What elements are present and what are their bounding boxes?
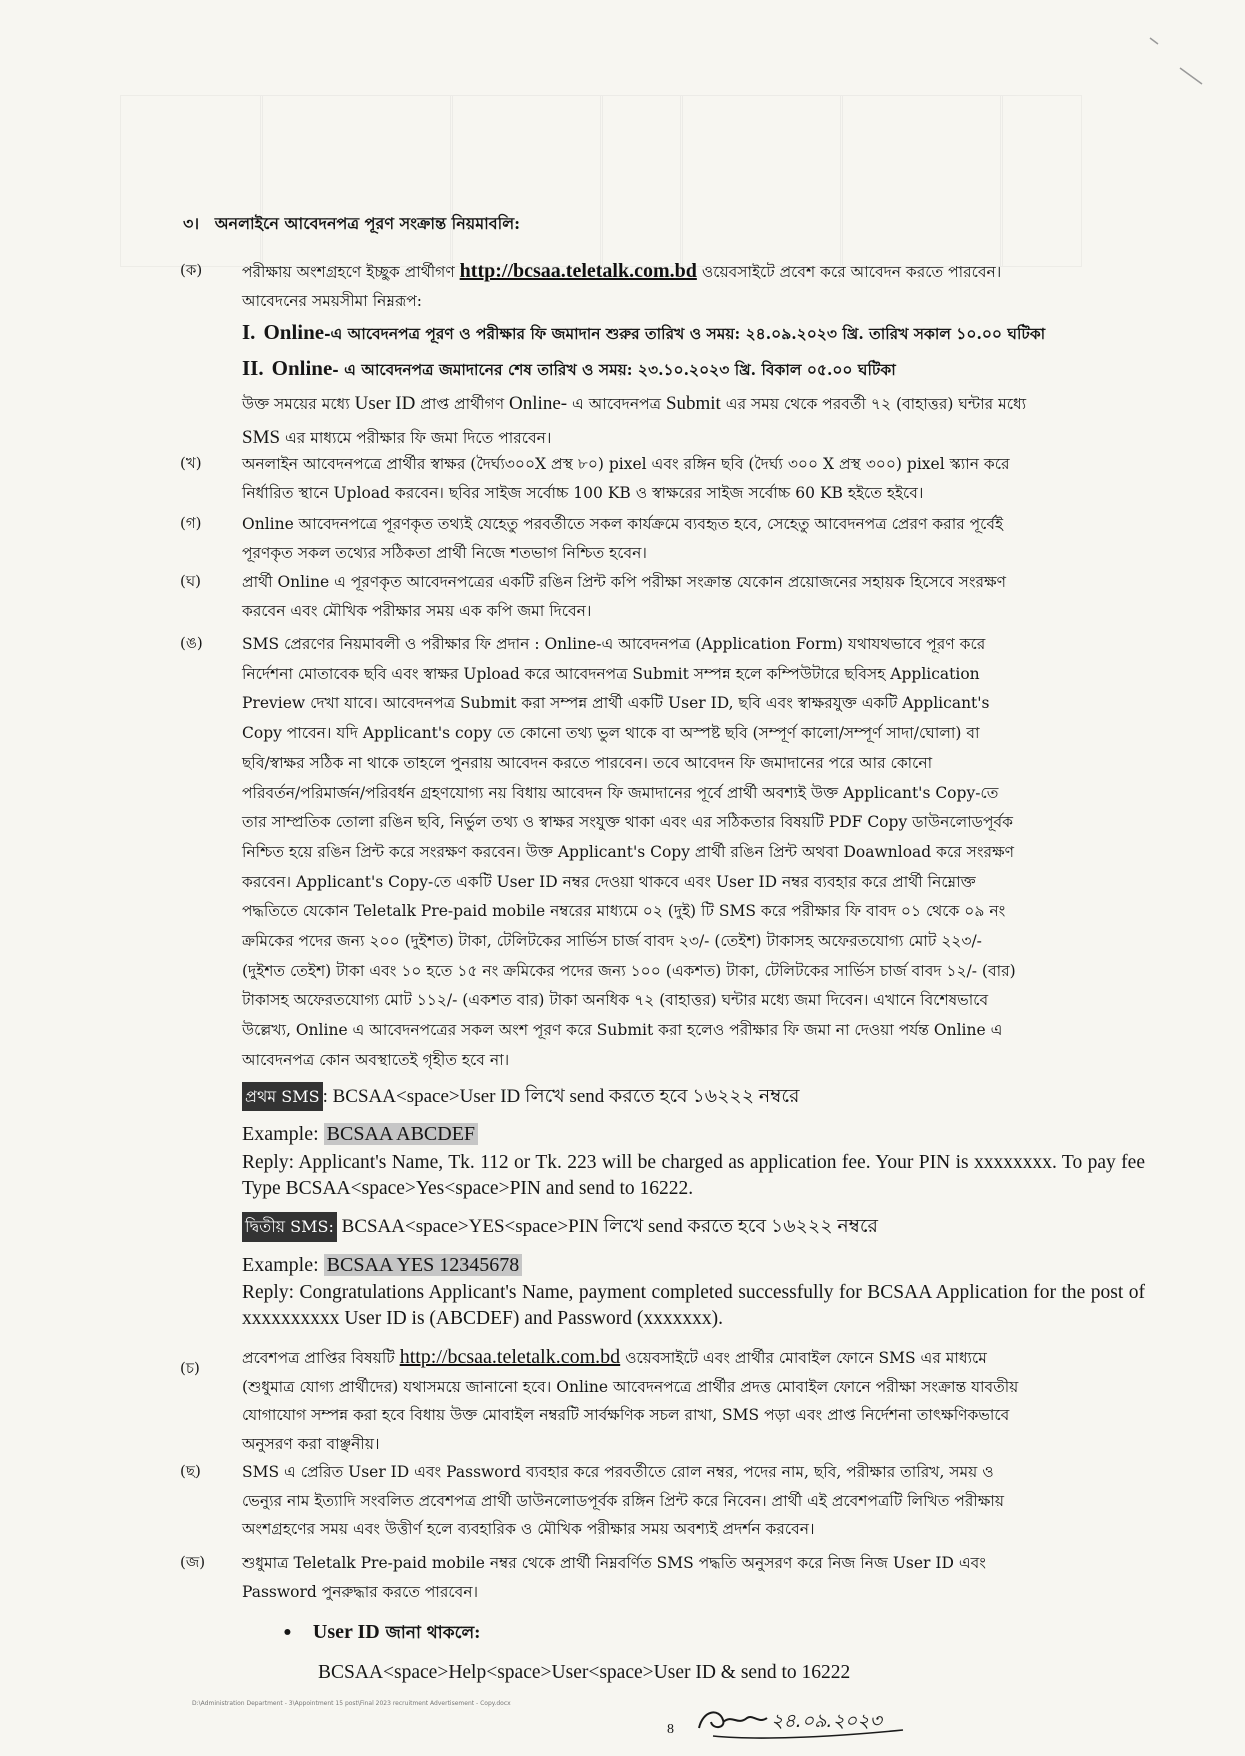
userid-known-bullet [282,1620,480,1648]
example-label: Example: [242,1123,319,1146]
fee-paragraph-end: SMS এর মাধ্যমে পরীক্ষার ফি জমা দিতে পারবেন। [242,427,552,448]
item-text: নির্দেশনা মোতাবেক ছবি এবং স্বাক্ষর Upload করে আবেদনপত্র Submit সম্পন্ন হলে কম্পিউটারে ছবিসহ Application [242,664,980,683]
item-text: পরিবর্তন/পরিমার্জন/পরিবর্ধন গ্রহণযোগ্য নয় বিধায় আবেদন ফি জমাদানের পূর্বে প্রার্থী অবশ্যই উক্ত Applicant's Copy-তে [242,783,999,802]
item-ga [180,510,1145,567]
file-path-note: D:\Administration Department - 3\Appointment 15 post\Final 2023 recruitment Advertisement - Copy.docx [192,1700,511,1707]
item-text: করবেন। Applicant's Copy-তে একটি User ID নম্বর দেওয়া থাকবে এবং User ID নম্বর ব্যবহার করে প্রার্থী নিম্নোক্ত [242,872,976,891]
example1 [242,1120,1145,1150]
signature-date: ২৪.০৯.২০২৩ [771,1710,882,1732]
item-text: তার সাম্প্রতিক তোলা রঙিন ছবি, নির্ভুল তথ্য ও স্বাক্ষর সংযুক্ত থাকা এবং এর সঠিকতার বিষয়টি PDF Copy ডাউনলোডপূর্বক [242,813,1014,832]
item-text: অংশগ্রহণের সময় এবং উত্তীর্ণ হলে ব্যবহারিক ও মৌখিক পরীক্ষার সময় অবশ্যই প্রদর্শন করবেন। [242,1520,815,1538]
item-body [242,568,1145,625]
item-body [242,630,1145,1332]
item-text: ক্রমিকের পদের জন্য ২০০ (দুইশত) টাকা, টেলিটকের সার্ভিস চার্জ বাবদ ২৩/- (তেইশ) টাকাসহ অফেরতযোগ্য মোট ২২৩/- [242,932,982,951]
sms2-heading: দ্বিতীয় SMS: [242,1212,337,1242]
item-text: - এ আবেদনপত্র জমাদানের শেষ তারিখ ও সময়: ২৩.১০.২০২৩ খ্রি. বিকাল ০৫.০০ ঘটিকা [332,360,896,379]
item-text: SMS এ প্রেরিত User ID এবং Password ব্যবহার করে পরবর্তীতে রোল নম্বর, পদের নাম, ছবি, পরীক্ষার তারিখ, সময় ও [242,1463,994,1481]
sms2-text: BCSAA<space>YES<space>PIN লিখে send করতে হবে ১৬২২২ নম্বরে [336,1215,878,1237]
item-text: Online [271,356,333,380]
example-label: Example: [242,1253,319,1276]
item-ja [180,1549,1145,1606]
item-text: নিশ্চিত হয়ে রঙিন প্রিন্ট করে সংরক্ষণ করবেন। উক্ত Applicant's Copy প্রার্থী রঙিন প্রিন্ট অথবা Doawnload করে সংরক্ষণ [242,842,1015,861]
item-text: Online [263,320,325,344]
item-body [242,1458,1145,1544]
section-title: অনলাইনে আবেদনপত্র পূরণ সংক্রান্ত নিয়মাবলি: [214,214,521,233]
bullet-label: User ID [312,1621,380,1643]
item-ka [180,257,1145,455]
item-text: পূরণকৃত সকল তথ্যের সঠিকতা প্রার্থী নিজে শতভাগ নিশ্চিত হবেন। [242,543,647,562]
item-text: Copy পাবেন। যদি Applicant's copy তে কোনো তথ্য ভুল থাকে বা অস্পষ্ট ছবি (সম্পূর্ণ কালো/সম্পূর্ণ সাদা/ঘোলা) বা [242,724,980,743]
item-text: করবেন এবং মৌখিক পরীক্ষার সময় এক কপি জমা দিবেন। [242,601,592,620]
item-marker: (জ) [180,1553,206,1571]
item-text: পরীক্ষায় অংশগ্রহণে ইচ্ছুক প্রার্থীগণ [242,263,455,281]
item-text: আবেদনপত্র কোন অবস্থাতেই গৃহীত হবে না। [242,1050,510,1069]
bullet-label: জানা থাকলে: [379,1623,481,1643]
section-number: ৩। [183,214,200,233]
roman-numeral: I. [242,320,256,344]
sms2-line [242,1212,1145,1243]
item-text: পদ্ধতিতে যেকোন Teletalk Pre-paid mobile নম্বরের মাধ্যমে ০২ (দুই) টি SMS করে পরীক্ষার ফি বাবদ ০১ থেকে ০৯ নং [242,902,1006,921]
item-body [242,450,1145,507]
item-body [242,257,1145,455]
item-marker: (খ) [180,454,202,472]
item-text: ওয়েবসাইটে এবং প্রার্থীর মোবাইল ফোনে SMS এর মাধ্যমে [625,1349,987,1367]
item-text: (দুইশত তেইশ) টাকা এবং ১০ হতে ১৫ নং ক্রমিকের পদের জন্য ১০০ (একশত) টাকা, টেলিটকের সার্ভিস চার্জ বাবদ ১২/- (বার) [242,961,1016,980]
item-body [242,1343,1145,1458]
item-text: যোগাযোগ সম্পন্ন করা হবে বিধায় উক্ত মোবাইল নম্বরটি সার্বক্ষণিক সচল রাখা, SMS পড়া এবং প্রাপ্ত নির্দেশনা তাৎক্ষণিকভাবে [242,1406,1010,1424]
item-text: প্রার্থী Online এ পূরণকৃত আবেদনপত্রের একটি রঙিন প্রিন্ট কপি পরীক্ষা সংক্রান্ত যেকোন প্রয়োজনের সহায়ক হিসেবে সংরক্ষণ [242,573,1007,591]
fee-paragraph: উক্ত সময়ের মধ্যে User ID প্রাপ্ত প্রার্থীগণ Online- এ আবেদনপত্র Submit এর সময় থেকে পরবর্তী ৭২ (বাহাত্তর) ঘন্টার মধ্যে [242,393,1027,414]
corner-mark [1140,30,1210,90]
item-text: Password পুনরুদ্ধার করতে পারবেন। [242,1582,479,1601]
item-marker: (ক) [180,261,203,279]
sms1-line [242,1082,1145,1113]
page-number: 8 [667,1722,674,1737]
roman-numeral: II. [242,356,264,380]
handwritten-signature [693,1700,933,1746]
item-cha [180,1343,1145,1458]
item-gha [180,568,1145,625]
item-text: -এ আবেদনপত্র পূরণ ও পরীক্ষার ফি জমাদান শুরুর তারিখ ও সময়: ২৪.০৯.২০২৩ খ্রি. তারিখ সকাল ১০.০০ ঘটিকা [324,324,1046,343]
item-text: অনুসরণ করা বাঞ্ছনীয়। [242,1434,380,1453]
item-text: Online আবেদনপত্রে পূরণকৃত তথ্যই যেহেতু পরবর্তীতে সকল কার্যক্রমে ব্যবহৃত হবে, সেহেতু আবেদনপত্র প্রেরণ করার পূর্বেই [242,515,1004,533]
bleed-through-table [120,95,1080,265]
schedule-end [242,351,1145,387]
bullet-icon: • [282,1623,293,1643]
item-text: নির্ধারিত স্থানে Upload করবেন। ছবির সাইজ সর্বোচ্চ 100 KB ও স্বাক্ষরের সাইজ সর্বোচ্চ 60 KB হইতে হইবে। [242,483,924,502]
item-marker: (চ) [180,1359,200,1377]
item-text: ওয়েবসাইটে প্রবেশ করে আবেদন করতে পারবেন। [701,263,1002,281]
section-heading [183,211,520,238]
recovery-command: BCSAA<space>Help<space>User<space>User ID & send to 16222 [318,1662,851,1683]
sms1-text: : BCSAA<space>User ID লিখে send করতে হবে ১৬২২২ নম্বরে [322,1085,800,1107]
example-value: BCSAA YES 12345678 [324,1254,523,1276]
item-marker: (ছ) [180,1462,201,1480]
reply2: Reply: Congratulations Applicant's Name, payment completed successfully for BCSAA Application for the post of xxxxxxxxxx User ID is (ABCDEF) and Password (xxxxxxx). [242,1282,1145,1330]
item-text: অনলাইন আবেদনপত্রে প্রার্থীর স্বাক্ষর (দৈর্ঘ্য৩০০X প্রস্থ ৮০) pixel এবং রঙ্গিন ছবি (দৈর্ঘ্য ৩০০ X প্রস্থ ৩০০) pixel স্ক্যান করে [242,455,1010,473]
website-link[interactable]: http://bcsaa.teletalk.com.bd [399,1346,621,1368]
reply1: Reply: Applicant's Name, Tk. 112 or Tk. 223 will be charged as application fee. Your PIN is xxxxxxxx. To pay fee Type BCSAA<space>Yes<space>PIN and send to 16222. [242,1151,1145,1199]
example-value: BCSAA ABCDEF [324,1123,478,1145]
item-body [242,510,1145,567]
item-marker: (গ) [180,514,202,532]
item-body [242,1549,1145,1606]
item-kha [180,450,1145,507]
item-text: উল্লেখ্য, Online এ আবেদনপত্রের সকল অংশ পূরণ করে Submit করা হলেও পরীক্ষার ফি জমা না দেওয়া পর্যন্ত Online এ [242,1021,1003,1040]
item-uma [180,630,1145,1332]
item-text: ভেন্যুর নাম ইত্যাদি সংবলিত প্রবেশপত্র প্রার্থী ডাউনলোডপূর্বক রঙ্গিন প্রিন্ট করে নিবেন। প্রার্থী এই প্রবেশপত্রটি লিখিত পরীক্ষায় [242,1491,1005,1510]
schedule-start [242,315,1145,351]
item-text: (শুধুমাত্র যোগ্য প্রার্থীদের) যথাসময়ে জানানো হবে। Online আবেদনপত্রে প্রার্থীর প্রদত্ত মোবাইল ফোনে পরীক্ষা সংক্রান্ত যাবতীয় [242,1377,1019,1396]
example2 [242,1251,1145,1281]
website-link[interactable]: http://bcsaa.teletalk.com.bd [459,260,697,282]
item-chha [180,1458,1145,1544]
item-text: SMS প্রেরণের নিয়মাবলী ও পরীক্ষার ফি প্রদান : Online-এ আবেদনপত্র (Application Form) যথাযথভাবে পূরণ করে [242,635,986,653]
item-marker: (ঙ) [180,634,203,652]
item-text: আবেদনের সময়সীমা নিম্নরূপ: [242,291,422,310]
item-marker: (ঘ) [180,572,201,590]
item-text: টাকাসহ অফেরতযোগ্য মোট ১১২/- (একশত বার) টাকা অনধিক ৭২ (বাহাত্তর) ঘন্টার মধ্যে জমা দিবেন। এখানে বিশেষভাবে [242,991,989,1010]
item-text: Preview দেখা যাবে। আবেদনপত্র Submit করা সম্পন্ন প্রার্থী একটি User ID, ছবি এবং স্বাক্ষরযুক্ত একটি Applicant's [242,694,990,713]
item-text: প্রবেশপত্র প্রাপ্তির বিষয়টি [242,1349,395,1367]
item-text: শুধুমাত্র Teletalk Pre-paid mobile নম্বর থেকে প্রার্থী নিম্নবর্ণিত SMS পদ্ধতি অনুসরণ করে নিজ নিজ User ID এবং [242,1554,986,1572]
item-text: ছবি/স্বাক্ষর সঠিক না থাকে তাহলে পুনরায় আবেদন করতে পারবেন। তবে আবেদন ফি জমাদানের পরে আর কোনো [242,753,933,772]
sms1-heading: প্রথম SMS [242,1082,323,1112]
